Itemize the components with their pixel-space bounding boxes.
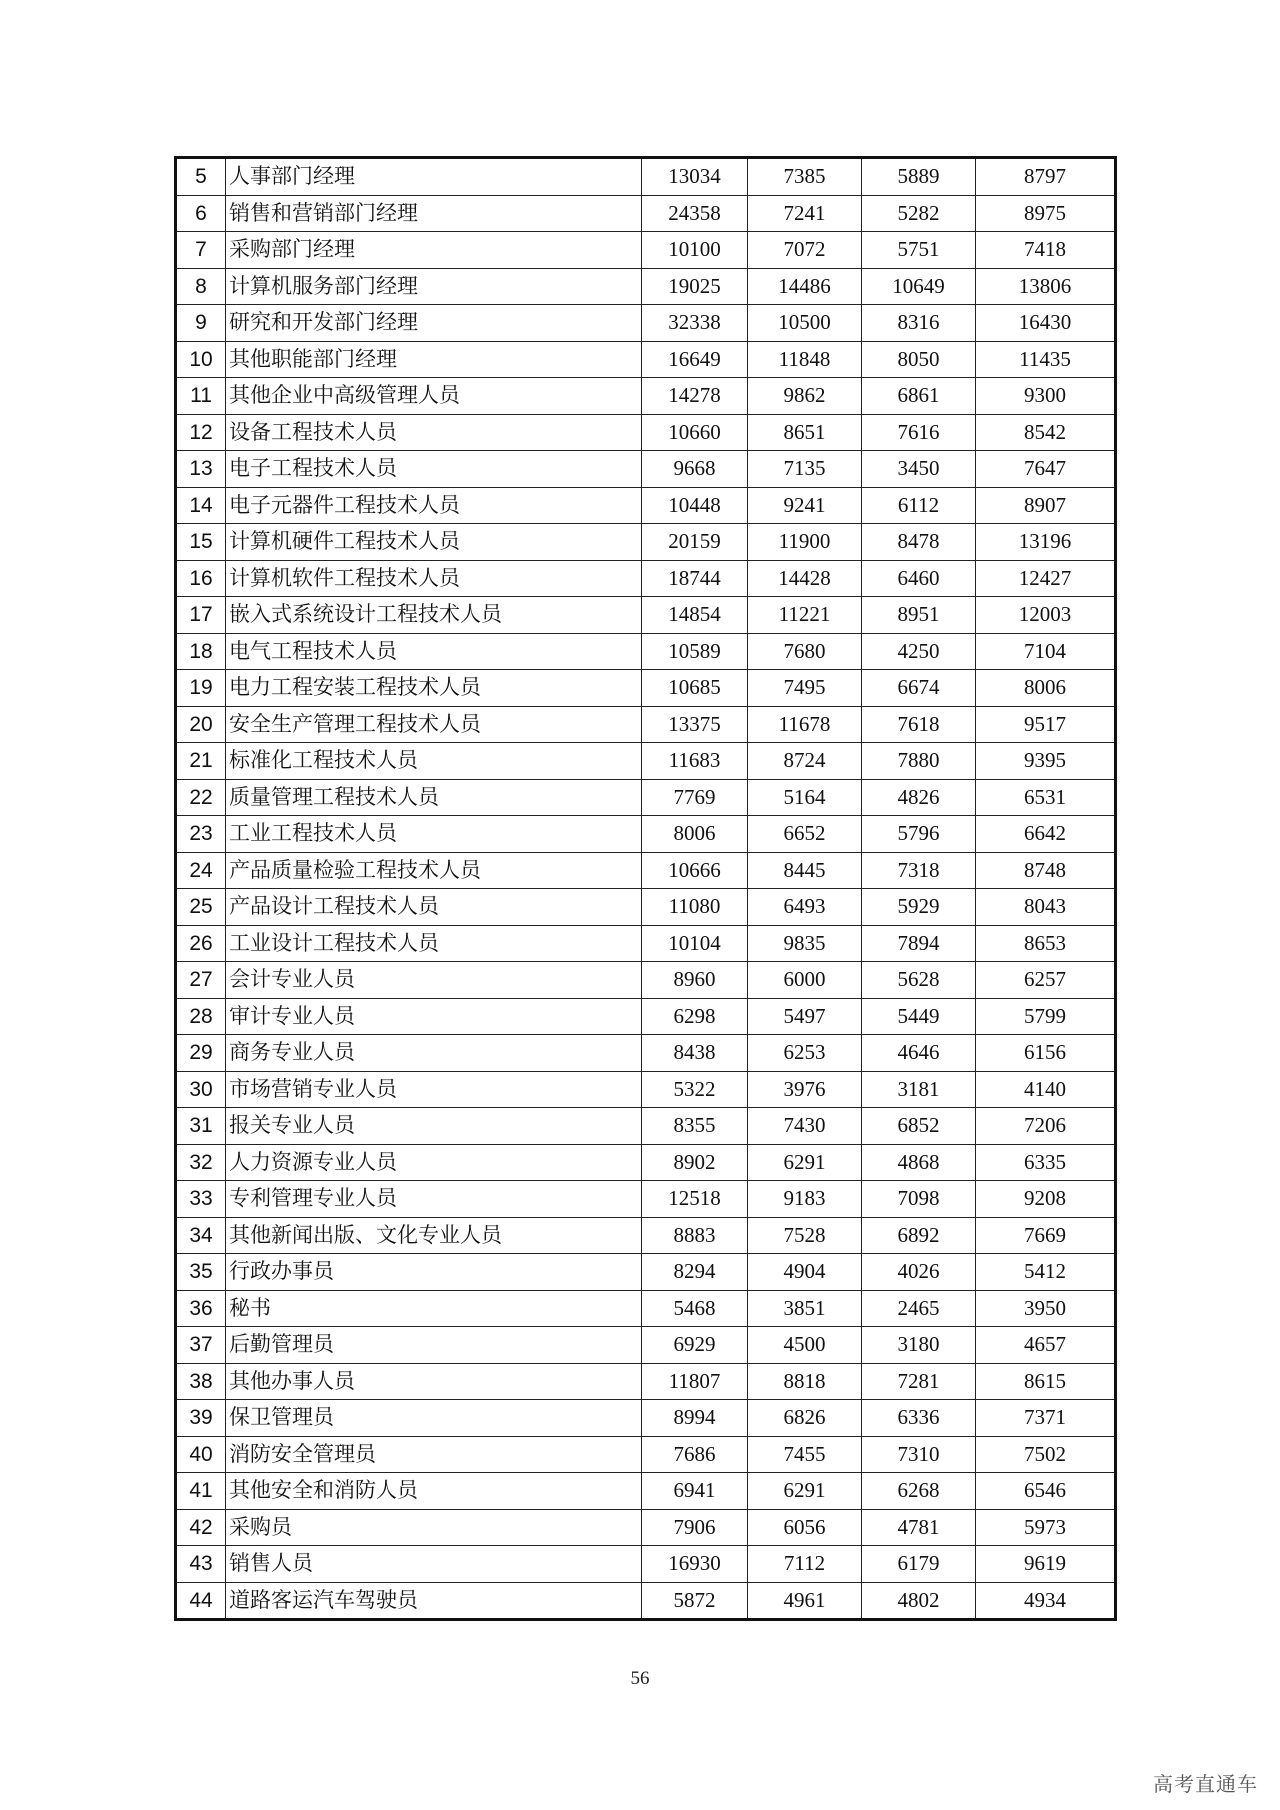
value-cell-3: 4646 [862, 1035, 976, 1072]
value-cell-4: 9619 [976, 1546, 1116, 1583]
value-cell-4: 7104 [976, 633, 1116, 670]
value-cell-1: 18744 [642, 560, 748, 597]
table-row [176, 268, 1116, 305]
value-cell-2: 10500 [748, 305, 862, 342]
value-cell-3: 5751 [862, 232, 976, 269]
occupation-name-cell: 消防安全管理员 [226, 1436, 642, 1473]
row-number-cell: 14 [176, 487, 226, 524]
value-cell-3: 5929 [862, 889, 976, 926]
value-cell-4: 7418 [976, 232, 1116, 269]
table-row [176, 341, 1116, 378]
row-number-cell: 41 [176, 1473, 226, 1510]
value-cell-3: 5628 [862, 962, 976, 999]
occupation-name-cell: 销售人员 [226, 1546, 642, 1583]
value-cell-1: 6929 [642, 1327, 748, 1364]
value-cell-1: 13034 [642, 158, 748, 196]
value-cell-2: 11221 [748, 597, 862, 634]
occupation-name-cell: 电气工程技术人员 [226, 633, 642, 670]
row-number-cell: 5 [176, 158, 226, 196]
value-cell-1: 19025 [642, 268, 748, 305]
row-number-cell: 35 [176, 1254, 226, 1291]
value-cell-3: 5796 [862, 816, 976, 853]
table-row [176, 779, 1116, 816]
value-cell-3: 4781 [862, 1509, 976, 1546]
row-number-cell: 39 [176, 1400, 226, 1437]
row-number-cell: 16 [176, 560, 226, 597]
value-cell-2: 6291 [748, 1144, 862, 1181]
value-cell-4: 8653 [976, 925, 1116, 962]
occupation-name-cell: 其他新闻出版、文化专业人员 [226, 1217, 642, 1254]
occupation-name-cell: 计算机硬件工程技术人员 [226, 524, 642, 561]
row-number-cell: 25 [176, 889, 226, 926]
value-cell-1: 16930 [642, 1546, 748, 1583]
value-cell-1: 11683 [642, 743, 748, 780]
occupation-name-cell: 电力工程安装工程技术人员 [226, 670, 642, 707]
occupation-name-cell: 人事部门经理 [226, 158, 642, 196]
value-cell-1: 10448 [642, 487, 748, 524]
table-row [176, 1473, 1116, 1510]
value-cell-1: 11807 [642, 1363, 748, 1400]
row-number-cell: 33 [176, 1181, 226, 1218]
value-cell-3: 5282 [862, 195, 976, 232]
value-cell-3: 6268 [862, 1473, 976, 1510]
value-cell-1: 32338 [642, 305, 748, 342]
row-number-cell: 18 [176, 633, 226, 670]
value-cell-2: 9862 [748, 378, 862, 415]
value-cell-4: 7669 [976, 1217, 1116, 1254]
value-cell-4: 13196 [976, 524, 1116, 561]
row-number-cell: 44 [176, 1582, 226, 1620]
value-cell-1: 24358 [642, 195, 748, 232]
row-number-cell: 43 [176, 1546, 226, 1583]
value-cell-3: 7618 [862, 706, 976, 743]
value-cell-4: 7371 [976, 1400, 1116, 1437]
occupation-name-cell: 后勤管理员 [226, 1327, 642, 1364]
value-cell-3: 6674 [862, 670, 976, 707]
table-row [176, 962, 1116, 999]
occupation-name-cell: 研究和开发部门经理 [226, 305, 642, 342]
row-number-cell: 29 [176, 1035, 226, 1072]
value-cell-2: 7385 [748, 158, 862, 196]
table-row [176, 1254, 1116, 1291]
occupation-name-cell: 采购部门经理 [226, 232, 642, 269]
row-number-cell: 42 [176, 1509, 226, 1546]
table-row [176, 414, 1116, 451]
row-number-cell: 37 [176, 1327, 226, 1364]
value-cell-3: 6892 [862, 1217, 976, 1254]
value-cell-4: 12003 [976, 597, 1116, 634]
table-row [176, 1108, 1116, 1145]
table-row [176, 816, 1116, 853]
value-cell-1: 8960 [642, 962, 748, 999]
row-number-cell: 36 [176, 1290, 226, 1327]
value-cell-3: 6179 [862, 1546, 976, 1583]
table-row [176, 852, 1116, 889]
value-cell-4: 4934 [976, 1582, 1116, 1620]
row-number-cell: 21 [176, 743, 226, 780]
value-cell-4: 7647 [976, 451, 1116, 488]
occupation-name-cell: 电子元器件工程技术人员 [226, 487, 642, 524]
value-cell-4: 8043 [976, 889, 1116, 926]
value-cell-4: 8615 [976, 1363, 1116, 1400]
occupation-wage-table [174, 156, 1117, 1621]
value-cell-3: 7281 [862, 1363, 976, 1400]
value-cell-4: 11435 [976, 341, 1116, 378]
value-cell-4: 6257 [976, 962, 1116, 999]
page-number: 56 [630, 1668, 650, 1689]
row-number-cell: 20 [176, 706, 226, 743]
value-cell-4: 4140 [976, 1071, 1116, 1108]
value-cell-2: 9835 [748, 925, 862, 962]
value-cell-4: 6335 [976, 1144, 1116, 1181]
occupation-name-cell: 安全生产管理工程技术人员 [226, 706, 642, 743]
value-cell-4: 5973 [976, 1509, 1116, 1546]
occupation-name-cell: 计算机软件工程技术人员 [226, 560, 642, 597]
row-number-cell: 8 [176, 268, 226, 305]
table-row [176, 1509, 1116, 1546]
value-cell-1: 10660 [642, 414, 748, 451]
value-cell-3: 10649 [862, 268, 976, 305]
value-cell-4: 5412 [976, 1254, 1116, 1291]
row-number-cell: 26 [176, 925, 226, 962]
value-cell-3: 8478 [862, 524, 976, 561]
value-cell-4: 8907 [976, 487, 1116, 524]
value-cell-3: 6112 [862, 487, 976, 524]
table-row [176, 889, 1116, 926]
table-row [176, 1400, 1116, 1437]
value-cell-3: 3181 [862, 1071, 976, 1108]
value-cell-4: 12427 [976, 560, 1116, 597]
occupation-name-cell: 工业设计工程技术人员 [226, 925, 642, 962]
row-number-cell: 12 [176, 414, 226, 451]
row-number-cell: 28 [176, 998, 226, 1035]
value-cell-1: 14278 [642, 378, 748, 415]
value-cell-2: 6291 [748, 1473, 862, 1510]
occupation-name-cell: 其他企业中高级管理人员 [226, 378, 642, 415]
value-cell-2: 11848 [748, 341, 862, 378]
watermark-text: 高考直通车 [1153, 1772, 1258, 1796]
value-cell-3: 6861 [862, 378, 976, 415]
value-cell-2: 4904 [748, 1254, 862, 1291]
value-cell-4: 9517 [976, 706, 1116, 743]
value-cell-1: 10100 [642, 232, 748, 269]
value-cell-4: 8748 [976, 852, 1116, 889]
row-number-cell: 32 [176, 1144, 226, 1181]
value-cell-4: 8006 [976, 670, 1116, 707]
value-cell-3: 7880 [862, 743, 976, 780]
table-row [176, 1181, 1116, 1218]
value-cell-4: 3950 [976, 1290, 1116, 1327]
occupation-name-cell: 嵌入式系统设计工程技术人员 [226, 597, 642, 634]
table-row [176, 925, 1116, 962]
row-number-cell: 11 [176, 378, 226, 415]
row-number-cell: 22 [176, 779, 226, 816]
value-cell-4: 8542 [976, 414, 1116, 451]
row-number-cell: 17 [176, 597, 226, 634]
value-cell-2: 6652 [748, 816, 862, 853]
value-cell-2: 6253 [748, 1035, 862, 1072]
value-cell-3: 4868 [862, 1144, 976, 1181]
value-cell-2: 7241 [748, 195, 862, 232]
table-row [176, 1290, 1116, 1327]
table-row [176, 1363, 1116, 1400]
value-cell-2: 4500 [748, 1327, 862, 1364]
occupation-name-cell: 会计专业人员 [226, 962, 642, 999]
value-cell-1: 14854 [642, 597, 748, 634]
value-cell-1: 8902 [642, 1144, 748, 1181]
value-cell-2: 7528 [748, 1217, 862, 1254]
occupation-name-cell: 其他办事人员 [226, 1363, 642, 1400]
row-number-cell: 31 [176, 1108, 226, 1145]
value-cell-1: 12518 [642, 1181, 748, 1218]
table-row [176, 451, 1116, 488]
value-cell-1: 10685 [642, 670, 748, 707]
occupation-name-cell: 审计专业人员 [226, 998, 642, 1035]
value-cell-4: 5799 [976, 998, 1116, 1035]
value-cell-2: 11678 [748, 706, 862, 743]
value-cell-1: 7769 [642, 779, 748, 816]
value-cell-2: 14486 [748, 268, 862, 305]
value-cell-1: 5468 [642, 1290, 748, 1327]
value-cell-2: 4961 [748, 1582, 862, 1620]
occupation-name-cell: 其他安全和消防人员 [226, 1473, 642, 1510]
table-row [176, 998, 1116, 1035]
value-cell-1: 10666 [642, 852, 748, 889]
value-cell-1: 10104 [642, 925, 748, 962]
occupation-name-cell: 商务专业人员 [226, 1035, 642, 1072]
value-cell-2: 6826 [748, 1400, 862, 1437]
table-row [176, 1144, 1116, 1181]
value-cell-2: 11900 [748, 524, 862, 561]
occupation-name-cell: 其他职能部门经理 [226, 341, 642, 378]
value-cell-3: 8316 [862, 305, 976, 342]
value-cell-1: 9668 [642, 451, 748, 488]
table-row [176, 524, 1116, 561]
occupation-name-cell: 行政办事员 [226, 1254, 642, 1291]
value-cell-3: 4026 [862, 1254, 976, 1291]
value-cell-1: 8294 [642, 1254, 748, 1291]
table-row [176, 158, 1116, 196]
value-cell-2: 7495 [748, 670, 862, 707]
value-cell-3: 6852 [862, 1108, 976, 1145]
value-cell-2: 8724 [748, 743, 862, 780]
value-cell-2: 9183 [748, 1181, 862, 1218]
value-cell-4: 9208 [976, 1181, 1116, 1218]
value-cell-1: 6298 [642, 998, 748, 1035]
row-number-cell: 30 [176, 1071, 226, 1108]
occupation-name-cell: 人力资源专业人员 [226, 1144, 642, 1181]
occupation-name-cell: 电子工程技术人员 [226, 451, 642, 488]
row-number-cell: 13 [176, 451, 226, 488]
value-cell-3: 4250 [862, 633, 976, 670]
value-cell-1: 13375 [642, 706, 748, 743]
value-cell-3: 6336 [862, 1400, 976, 1437]
value-cell-3: 7318 [862, 852, 976, 889]
value-cell-2: 7072 [748, 232, 862, 269]
value-cell-3: 2465 [862, 1290, 976, 1327]
value-cell-4: 6546 [976, 1473, 1116, 1510]
value-cell-4: 7502 [976, 1436, 1116, 1473]
value-cell-2: 8445 [748, 852, 862, 889]
table-body [176, 158, 1116, 1620]
value-cell-1: 5872 [642, 1582, 748, 1620]
value-cell-2: 8651 [748, 414, 862, 451]
value-cell-2: 7112 [748, 1546, 862, 1583]
value-cell-2: 3976 [748, 1071, 862, 1108]
table-row [176, 743, 1116, 780]
table-row [176, 670, 1116, 707]
value-cell-4: 9300 [976, 378, 1116, 415]
table-row [176, 1582, 1116, 1620]
table-row [176, 487, 1116, 524]
row-number-cell: 27 [176, 962, 226, 999]
value-cell-2: 7135 [748, 451, 862, 488]
value-cell-3: 8050 [862, 341, 976, 378]
value-cell-2: 7430 [748, 1108, 862, 1145]
value-cell-2: 7455 [748, 1436, 862, 1473]
value-cell-2: 14428 [748, 560, 862, 597]
value-cell-2: 6000 [748, 962, 862, 999]
value-cell-3: 7098 [862, 1181, 976, 1218]
value-cell-3: 6460 [862, 560, 976, 597]
value-cell-2: 5164 [748, 779, 862, 816]
value-cell-1: 11080 [642, 889, 748, 926]
value-cell-4: 16430 [976, 305, 1116, 342]
table-row [176, 378, 1116, 415]
value-cell-4: 8975 [976, 195, 1116, 232]
value-cell-3: 5889 [862, 158, 976, 196]
value-cell-3: 3450 [862, 451, 976, 488]
value-cell-1: 8006 [642, 816, 748, 853]
occupation-name-cell: 保卫管理员 [226, 1400, 642, 1437]
value-cell-3: 4802 [862, 1582, 976, 1620]
row-number-cell: 9 [176, 305, 226, 342]
row-number-cell: 15 [176, 524, 226, 561]
table-row [176, 1327, 1116, 1364]
value-cell-1: 7686 [642, 1436, 748, 1473]
row-number-cell: 34 [176, 1217, 226, 1254]
row-number-cell: 24 [176, 852, 226, 889]
value-cell-1: 5322 [642, 1071, 748, 1108]
table-row [176, 1035, 1116, 1072]
value-cell-3: 4826 [862, 779, 976, 816]
value-cell-4: 6156 [976, 1035, 1116, 1072]
row-number-cell: 10 [176, 341, 226, 378]
occupation-name-cell: 计算机服务部门经理 [226, 268, 642, 305]
occupation-name-cell: 专利管理专业人员 [226, 1181, 642, 1218]
value-cell-1: 6941 [642, 1473, 748, 1510]
row-number-cell: 7 [176, 232, 226, 269]
table-row [176, 633, 1116, 670]
occupation-name-cell: 市场营销专业人员 [226, 1071, 642, 1108]
value-cell-2: 6056 [748, 1509, 862, 1546]
value-cell-3: 7616 [862, 414, 976, 451]
value-cell-1: 16649 [642, 341, 748, 378]
value-cell-2: 5497 [748, 998, 862, 1035]
row-number-cell: 40 [176, 1436, 226, 1473]
occupation-name-cell: 产品质量检验工程技术人员 [226, 852, 642, 889]
table-row [176, 1546, 1116, 1583]
row-number-cell: 23 [176, 816, 226, 853]
value-cell-2: 9241 [748, 487, 862, 524]
value-cell-1: 8994 [642, 1400, 748, 1437]
value-cell-3: 7310 [862, 1436, 976, 1473]
occupation-name-cell: 报关专业人员 [226, 1108, 642, 1145]
value-cell-1: 8438 [642, 1035, 748, 1072]
value-cell-4: 13806 [976, 268, 1116, 305]
occupation-name-cell: 标准化工程技术人员 [226, 743, 642, 780]
value-cell-3: 8951 [862, 597, 976, 634]
value-cell-4: 7206 [976, 1108, 1116, 1145]
value-cell-1: 20159 [642, 524, 748, 561]
occupation-name-cell: 工业工程技术人员 [226, 816, 642, 853]
value-cell-3: 7894 [862, 925, 976, 962]
value-cell-1: 8883 [642, 1217, 748, 1254]
occupation-name-cell: 采购员 [226, 1509, 642, 1546]
value-cell-3: 5449 [862, 998, 976, 1035]
occupation-name-cell: 质量管理工程技术人员 [226, 779, 642, 816]
occupation-name-cell: 产品设计工程技术人员 [226, 889, 642, 926]
table-row [176, 1217, 1116, 1254]
value-cell-1: 10589 [642, 633, 748, 670]
table-row [176, 560, 1116, 597]
table-row [176, 305, 1116, 342]
value-cell-4: 6531 [976, 779, 1116, 816]
row-number-cell: 19 [176, 670, 226, 707]
table-row [176, 706, 1116, 743]
row-number-cell: 38 [176, 1363, 226, 1400]
value-cell-3: 3180 [862, 1327, 976, 1364]
table-row [176, 597, 1116, 634]
value-cell-2: 3851 [748, 1290, 862, 1327]
table-row [176, 1071, 1116, 1108]
occupation-name-cell: 销售和营销部门经理 [226, 195, 642, 232]
value-cell-1: 8355 [642, 1108, 748, 1145]
value-cell-4: 8797 [976, 158, 1116, 196]
occupation-name-cell: 秘书 [226, 1290, 642, 1327]
table-row [176, 1436, 1116, 1473]
table-row [176, 195, 1116, 232]
table-row [176, 232, 1116, 269]
value-cell-2: 6493 [748, 889, 862, 926]
occupation-name-cell: 设备工程技术人员 [226, 414, 642, 451]
value-cell-4: 4657 [976, 1327, 1116, 1364]
value-cell-2: 8818 [748, 1363, 862, 1400]
value-cell-4: 6642 [976, 816, 1116, 853]
value-cell-1: 7906 [642, 1509, 748, 1546]
value-cell-2: 7680 [748, 633, 862, 670]
value-cell-4: 9395 [976, 743, 1116, 780]
occupation-name-cell: 道路客运汽车驾驶员 [226, 1582, 642, 1620]
row-number-cell: 6 [176, 195, 226, 232]
